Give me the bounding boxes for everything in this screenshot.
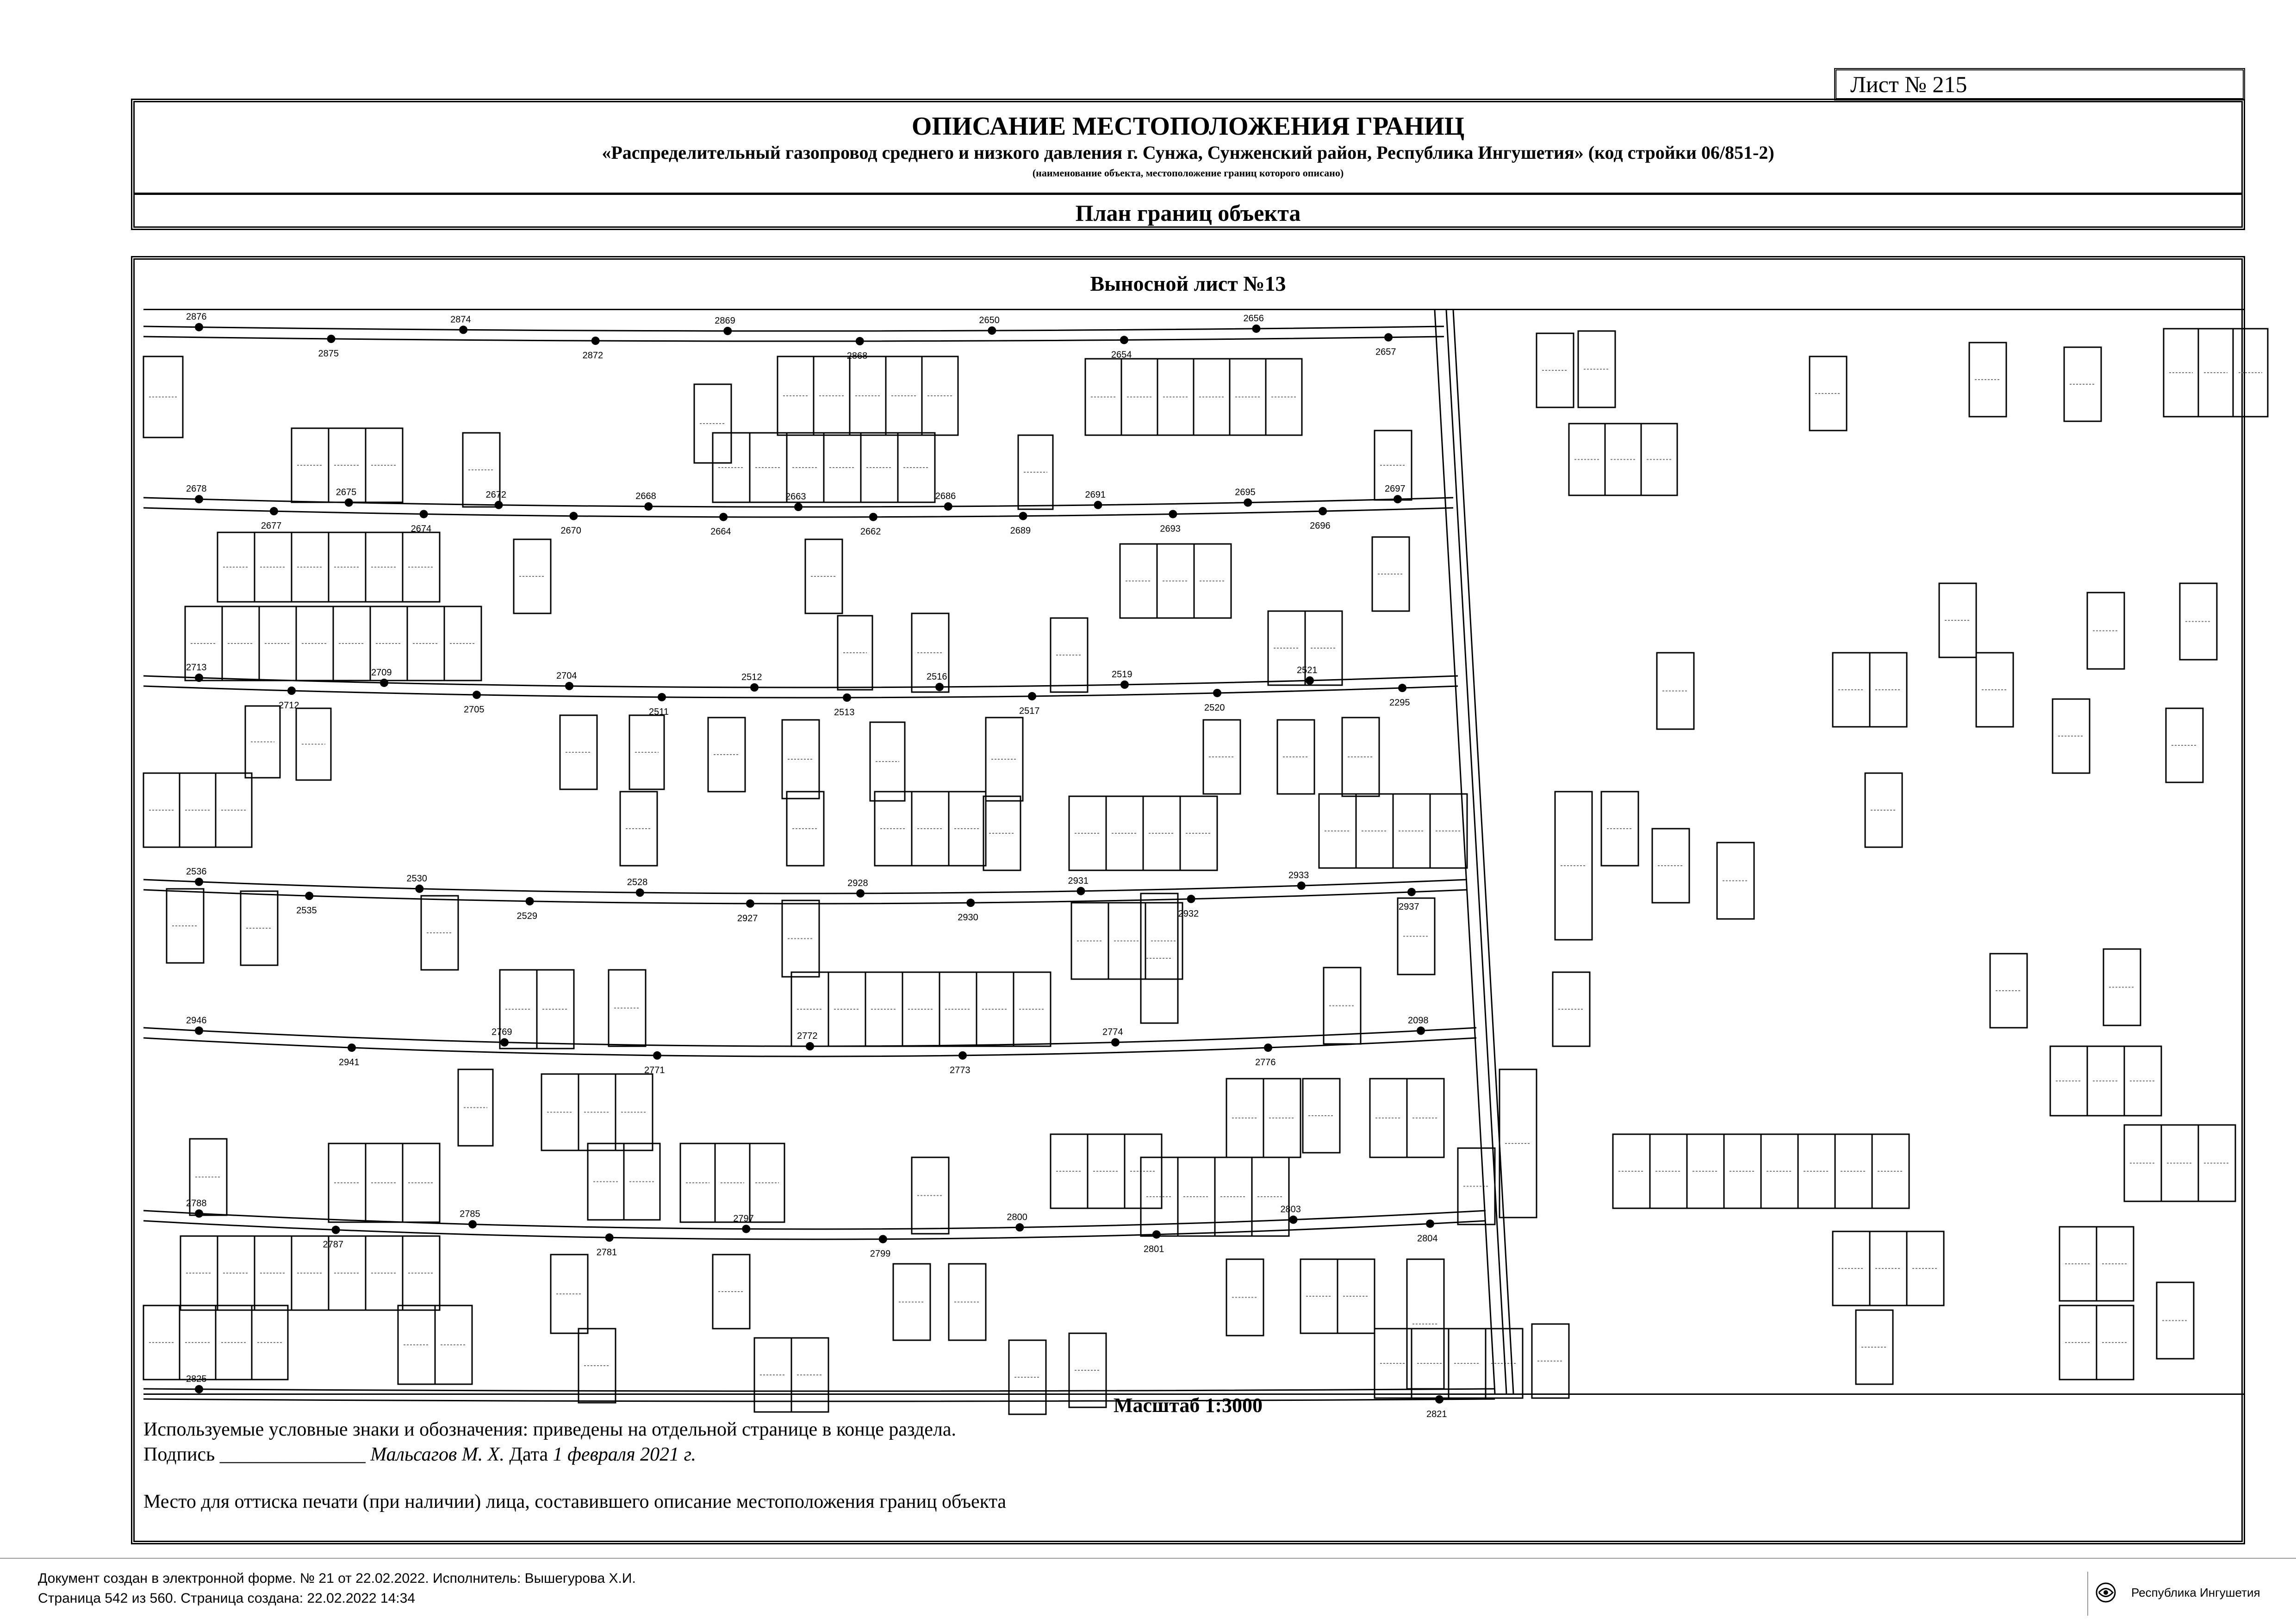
boundary-point-label: 2657 bbox=[1375, 347, 1396, 357]
boundary-point-label: 2663 bbox=[785, 492, 806, 502]
footer-divider bbox=[0, 1558, 2296, 1559]
road-boundary-line bbox=[143, 337, 1444, 341]
parcel bbox=[814, 356, 850, 435]
boundary-point-label: 2691 bbox=[1085, 489, 1106, 500]
document-title: ОПИСАНИЕ МЕСТОПОЛОЖЕНИЯ ГРАНИЦ bbox=[911, 112, 1465, 141]
parcel bbox=[629, 715, 664, 789]
boundary-point bbox=[1094, 501, 1102, 509]
road-boundary-line bbox=[143, 880, 1467, 893]
parcel bbox=[624, 1143, 660, 1220]
boundary-point bbox=[966, 899, 975, 907]
boundary-point-label: 2927 bbox=[737, 913, 758, 924]
boundary-point-label: 2519 bbox=[1112, 669, 1132, 680]
boundary-point-label: 2656 bbox=[1243, 313, 1264, 324]
boundary-point-label: 2295 bbox=[1389, 698, 1410, 708]
legend-note: Используемые условные знаки и обозначения: приведены на отдельной странице в конце раздела. bbox=[143, 1419, 956, 1440]
boundary-point bbox=[742, 1225, 750, 1233]
parcel bbox=[143, 1305, 180, 1380]
boundary-point bbox=[468, 1220, 477, 1229]
boundary-point bbox=[1426, 1219, 1434, 1228]
parcel bbox=[588, 1143, 624, 1220]
boundary-point-label: 2797 bbox=[733, 1213, 754, 1224]
boundary-point bbox=[794, 503, 803, 511]
boundary-point-label: 2774 bbox=[1102, 1027, 1123, 1037]
boundary-point bbox=[806, 1042, 814, 1050]
road-boundary-line bbox=[143, 890, 1467, 904]
boundary-point bbox=[1297, 881, 1306, 890]
boundary-point-label: 2521 bbox=[1297, 665, 1318, 675]
parcel bbox=[252, 1305, 288, 1380]
boundary-point-label: 2674 bbox=[411, 524, 432, 534]
boundary-point bbox=[856, 337, 864, 345]
boundary-point-label: 2804 bbox=[1417, 1233, 1438, 1244]
boundary-point-label: 2530 bbox=[406, 873, 427, 884]
boundary-point-label: 2528 bbox=[627, 877, 648, 888]
plan-title: План границ объекта bbox=[1075, 200, 1301, 226]
parcel bbox=[458, 1069, 493, 1146]
boundary-point bbox=[944, 502, 952, 511]
boundary-point bbox=[473, 691, 481, 699]
parcel bbox=[180, 1305, 216, 1380]
boundary-point bbox=[856, 889, 865, 898]
boundary-point-label: 2787 bbox=[323, 1239, 344, 1250]
boundary-point bbox=[195, 1026, 203, 1035]
parcel bbox=[1641, 424, 1677, 495]
boundary-point-label: 2931 bbox=[1068, 875, 1089, 886]
boundary-point bbox=[1417, 1026, 1425, 1035]
boundary-point bbox=[1319, 507, 1327, 515]
boundary-point-label: 2772 bbox=[797, 1031, 818, 1041]
boundary-point-label: 2520 bbox=[1204, 702, 1225, 713]
boundary-point bbox=[1111, 1038, 1120, 1047]
object-name-note: (наименование объекта, местоположение границ которого описано) bbox=[1032, 167, 1344, 179]
boundary-point bbox=[1394, 495, 1402, 503]
parcel bbox=[2233, 329, 2268, 417]
boundary-point bbox=[1306, 676, 1314, 685]
boundary-point-label: 2769 bbox=[492, 1027, 512, 1037]
parcel bbox=[2198, 329, 2233, 417]
header-box bbox=[131, 99, 2245, 230]
boundary-point-label: 2933 bbox=[1288, 870, 1309, 881]
region-name: Республика Ингушетия bbox=[2131, 1586, 2260, 1599]
boundary-point-label: 2654 bbox=[1111, 350, 1132, 360]
boundary-point-label: 2535 bbox=[296, 906, 317, 916]
boundary-point-label: 2928 bbox=[847, 878, 868, 888]
boundary-point-label: 2800 bbox=[1007, 1212, 1027, 1223]
boundary-point bbox=[195, 674, 203, 682]
parcel bbox=[870, 722, 905, 801]
boundary-point bbox=[1252, 325, 1260, 333]
boundary-point bbox=[526, 897, 534, 906]
boundary-point-label: 2697 bbox=[1385, 484, 1406, 494]
boundary-point-label: 2946 bbox=[186, 1015, 207, 1026]
boundary-point bbox=[195, 1209, 203, 1218]
boundary-point-label: 2529 bbox=[516, 911, 538, 921]
sheet-title: Выносной лист №13 bbox=[1090, 272, 1286, 295]
boundary-point bbox=[420, 510, 428, 518]
boundary-point-label: 2869 bbox=[715, 315, 735, 326]
parcel bbox=[1121, 359, 1157, 435]
parcel bbox=[216, 1305, 252, 1380]
boundary-point-label: 2713 bbox=[186, 662, 207, 673]
boundary-point-label: 2930 bbox=[958, 912, 978, 923]
boundary-point-label: 2678 bbox=[186, 484, 207, 494]
footer-document-info: Документ создан в электронной форме. № 21 от 22.02.2022. Исполнитель: Вышегурова Х.И. bbox=[38, 1571, 636, 1586]
boundary-point-label: 2650 bbox=[979, 315, 1000, 326]
boundary-point bbox=[658, 693, 666, 701]
boundary-point bbox=[879, 1235, 887, 1243]
boundary-point bbox=[1015, 1223, 1024, 1231]
boundary-point-label: 2788 bbox=[186, 1198, 207, 1209]
boundary-point-label: 2704 bbox=[556, 670, 577, 681]
boundary-point bbox=[195, 495, 203, 503]
boundary-point-label: 2868 bbox=[846, 350, 868, 361]
sheet-number: Лист № 215 bbox=[1834, 68, 2245, 100]
boundary-point-label: 2693 bbox=[1160, 524, 1181, 534]
boundary-point bbox=[1169, 510, 1177, 518]
boundary-point bbox=[1213, 689, 1221, 697]
boundary-point-label: 2705 bbox=[464, 704, 485, 715]
boundary-point-label: 2825 bbox=[186, 1374, 207, 1384]
boundary-point-label: 2689 bbox=[1010, 525, 1031, 536]
signer-name: Мальсагов М. Х. bbox=[370, 1444, 504, 1465]
boundary-point bbox=[1384, 333, 1393, 342]
object-name: «Распределительный газопровод среднего и низкого давления г. Сунжа, Сунженский район, Республика Ингушетия» (код стройки 06/851-2) bbox=[602, 142, 1774, 163]
parcel bbox=[715, 1143, 750, 1222]
parcel bbox=[1230, 359, 1266, 435]
footer-page-info: Страница 542 из 560. Страница создана: 22.02.2022 14:34 bbox=[38, 1591, 416, 1606]
boundary-point bbox=[270, 507, 278, 515]
signature-blank: _______________ bbox=[219, 1444, 366, 1465]
signature-label: Подпись bbox=[143, 1444, 215, 1465]
boundary-point-label: 2670 bbox=[560, 525, 581, 536]
boundary-point-label: 2695 bbox=[1235, 487, 1256, 498]
boundary-point bbox=[1019, 512, 1027, 520]
boundary-point-label: 2712 bbox=[279, 700, 299, 711]
boundary-point bbox=[958, 1051, 967, 1060]
boundary-point-label: 2662 bbox=[860, 526, 881, 537]
boundary-point bbox=[1407, 888, 1416, 896]
road-boundary-line bbox=[1453, 310, 1513, 1393]
boundary-point bbox=[195, 1385, 203, 1393]
parcel bbox=[1194, 359, 1230, 435]
boundary-point bbox=[459, 325, 467, 334]
emblem-icon bbox=[2094, 1581, 2117, 1604]
boundary-point bbox=[1076, 887, 1085, 895]
boundary-point bbox=[327, 335, 336, 343]
boundary-point bbox=[605, 1233, 614, 1242]
boundary-point-label: 2771 bbox=[644, 1065, 665, 1075]
road-boundary-line bbox=[1446, 310, 1506, 1393]
boundary-point-label: 2668 bbox=[635, 491, 656, 501]
boundary-point bbox=[1028, 692, 1036, 700]
boundary-point bbox=[1152, 1230, 1161, 1239]
parcel bbox=[1569, 424, 1605, 495]
boundary-point-label: 2672 bbox=[485, 489, 506, 500]
boundary-point bbox=[591, 337, 600, 345]
boundary-point-label: 2686 bbox=[935, 491, 956, 501]
boundary-point bbox=[644, 502, 653, 511]
boundary-point bbox=[1398, 684, 1406, 692]
boundary-point bbox=[569, 512, 578, 520]
boundary-point bbox=[1289, 1216, 1297, 1224]
boundary-point bbox=[750, 683, 759, 692]
boundary-point bbox=[653, 1051, 661, 1060]
boundary-point-label: 2821 bbox=[1426, 1409, 1447, 1419]
boundary-point bbox=[1264, 1043, 1272, 1052]
boundary-point-label: 2517 bbox=[1019, 706, 1040, 716]
boundary-point bbox=[988, 326, 996, 335]
parcel bbox=[680, 1143, 715, 1222]
boundary-point-label: 2536 bbox=[186, 866, 207, 877]
road-boundary-line bbox=[143, 1389, 1495, 1391]
parcel bbox=[296, 708, 331, 780]
parcel bbox=[1157, 359, 1194, 435]
parcel bbox=[1605, 424, 1641, 495]
boundary-point bbox=[348, 1043, 356, 1052]
parcel bbox=[1266, 359, 1302, 435]
boundary-point bbox=[500, 1038, 509, 1047]
signature-line bbox=[143, 1443, 696, 1466]
boundary-point-label: 2874 bbox=[450, 314, 471, 325]
parcel bbox=[886, 356, 922, 435]
parcel bbox=[838, 616, 872, 690]
boundary-point-label: 2872 bbox=[582, 350, 604, 361]
boundary-point bbox=[935, 683, 944, 691]
boundary-point-label: 2941 bbox=[339, 1057, 360, 1068]
boundary-point bbox=[843, 693, 851, 702]
boundary-point bbox=[495, 501, 503, 509]
boundary-point-label: 2512 bbox=[741, 672, 762, 682]
road-boundary-line bbox=[143, 676, 1458, 687]
parcel bbox=[245, 706, 280, 778]
boundary-point bbox=[1120, 681, 1129, 689]
boundary-point-label: 2098 bbox=[1408, 1015, 1429, 1026]
boundary-point-label: 2511 bbox=[649, 706, 669, 717]
map-scale: Масштаб 1:3000 bbox=[1113, 1394, 1263, 1417]
boundary-point-label: 2709 bbox=[371, 667, 392, 678]
boundary-point bbox=[636, 888, 644, 897]
boundary-point bbox=[746, 899, 754, 908]
boundary-point-label: 2876 bbox=[186, 312, 207, 322]
boundary-point-label: 2785 bbox=[460, 1209, 480, 1219]
seal-place: Место для оттиска печати (при наличии) лица, составившего описание местоположения границ объекта bbox=[143, 1491, 1007, 1512]
boundary-point-label: 2875 bbox=[318, 348, 339, 359]
road-boundary-line bbox=[1435, 310, 1495, 1393]
boundary-point-label: 2677 bbox=[261, 521, 282, 531]
header-divider bbox=[135, 193, 2241, 195]
boundary-point-label: 2801 bbox=[1143, 1244, 1164, 1255]
boundary-point-label: 2937 bbox=[1399, 901, 1419, 912]
boundary-point-label: 2799 bbox=[870, 1249, 891, 1259]
boundary-point bbox=[195, 323, 203, 331]
parcel bbox=[750, 1143, 784, 1222]
parcel bbox=[778, 356, 814, 435]
boundary-point-label: 2513 bbox=[834, 707, 855, 718]
road-boundary-line bbox=[143, 326, 1444, 331]
boundary-point bbox=[305, 892, 313, 900]
boundary-point bbox=[723, 327, 732, 335]
sign-date: 1 февраля 2021 г. bbox=[553, 1444, 696, 1465]
boundary-point-label: 2803 bbox=[1280, 1204, 1301, 1215]
boundary-point-label: 2696 bbox=[1310, 521, 1331, 531]
boundary-point bbox=[415, 885, 423, 893]
boundary-point bbox=[1187, 895, 1195, 903]
boundary-point bbox=[1244, 499, 1252, 507]
boundary-point bbox=[332, 1226, 340, 1234]
parcel bbox=[216, 773, 252, 847]
boundary-point-label: 2664 bbox=[710, 526, 731, 537]
boundary-point bbox=[565, 682, 573, 690]
boundary-point bbox=[345, 499, 353, 507]
parcel bbox=[1085, 359, 1121, 435]
parcel bbox=[922, 356, 958, 435]
boundary-point bbox=[719, 513, 728, 521]
parcel bbox=[180, 773, 216, 847]
parcel bbox=[850, 356, 886, 435]
parcel bbox=[143, 773, 180, 847]
boundary-point bbox=[287, 687, 296, 695]
boundary-point-label: 2675 bbox=[336, 487, 357, 498]
footer-separator bbox=[2087, 1572, 2088, 1616]
boundary-point bbox=[195, 878, 203, 886]
boundary-point-label: 2776 bbox=[1255, 1057, 1276, 1068]
boundary-point bbox=[380, 679, 388, 687]
parcel bbox=[2164, 329, 2198, 417]
date-label: Дата bbox=[509, 1444, 548, 1465]
boundary-point-label: 2932 bbox=[1178, 908, 1199, 919]
boundary-point-label: 2516 bbox=[927, 671, 947, 682]
boundary-point bbox=[1120, 336, 1128, 344]
boundary-point-label: 2781 bbox=[596, 1247, 617, 1258]
boundary-point-label: 2773 bbox=[950, 1065, 971, 1075]
parcel bbox=[1018, 435, 1053, 509]
boundary-point bbox=[869, 513, 877, 521]
